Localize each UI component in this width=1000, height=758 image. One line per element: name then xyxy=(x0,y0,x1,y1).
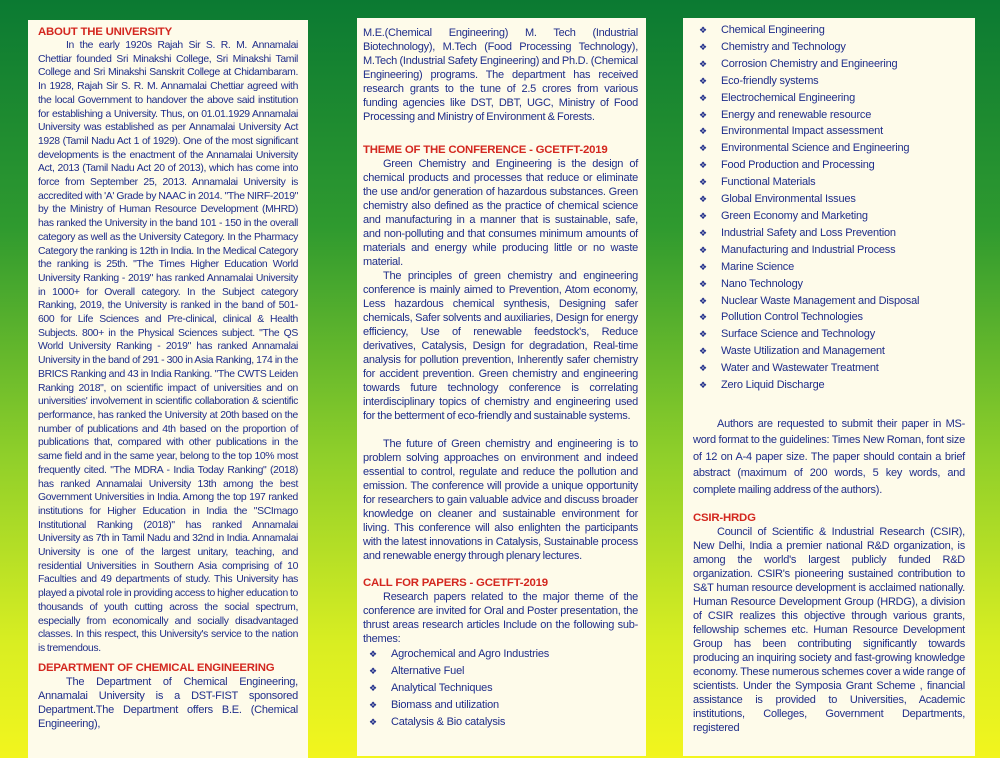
diamond-bullet-icon: ❖ xyxy=(369,716,377,727)
diamond-bullet-icon: ❖ xyxy=(369,682,377,693)
panel-right xyxy=(683,18,975,756)
list-item: ❖ Functional Materials xyxy=(699,174,965,191)
list-item: ❖ Agrochemical and Agro Industries xyxy=(369,646,638,663)
list-item: ❖ Electrochemical Engineering xyxy=(699,90,965,107)
panel-middle xyxy=(357,18,646,756)
diamond-bullet-icon: ❖ xyxy=(699,227,707,238)
list-item: ❖ Chemistry and Technology xyxy=(699,39,965,56)
dept-heading: DEPARTMENT OF CHEMICAL ENGINEERING xyxy=(38,661,275,674)
diamond-bullet-icon: ❖ xyxy=(699,278,707,289)
diamond-bullet-icon: ❖ xyxy=(699,109,707,120)
list-item: ❖ Surface Science and Technology xyxy=(699,326,965,343)
authors-text: Authors are requested to submit their paper in MS-word format to the guidelines: Times New Roman, font size of 12 on A-4 paper size. The paper should contain a brief abstract (maximum of 200 words, 5 key words, and complete mailing address of the authors). xyxy=(693,417,965,496)
diamond-bullet-icon: ❖ xyxy=(699,210,707,221)
diamond-bullet-icon: ❖ xyxy=(369,699,377,710)
list-item: ❖ Waste Utilization and Management xyxy=(699,343,965,360)
diamond-bullet-icon: ❖ xyxy=(699,143,707,154)
list-item: ❖ Environmental Science and Engineering xyxy=(699,140,965,157)
list-item: ❖ Green Economy and Marketing xyxy=(699,208,965,225)
diamond-bullet-icon: ❖ xyxy=(699,126,707,137)
list-item: ❖ Water and Wastewater Treatment xyxy=(699,360,965,377)
diamond-bullet-icon: ❖ xyxy=(699,363,707,374)
diamond-bullet-icon: ❖ xyxy=(699,346,707,357)
diamond-bullet-icon: ❖ xyxy=(369,665,377,676)
list-item: ❖ Biomass and utilization xyxy=(369,697,638,714)
diamond-bullet-icon: ❖ xyxy=(699,380,707,391)
panel-left xyxy=(28,20,308,758)
theme-paragraph-3: The future of Green chemistry and engineering is to problem solving approaches on environment and indeed essential to control, regulate and reduce the pollution and emission. The conference will provide a unique opportunity for researchers to gain valuable advice and discuss broader knowledge on cleaner and sustainable environment for living. This conference will also enlighten the participants with the latest innovations in Catalysis, Sustainable process and renewable energy through plenary lectures. xyxy=(363,438,638,562)
diamond-bullet-icon: ❖ xyxy=(699,25,707,35)
subtheme-list-part1 xyxy=(363,646,638,731)
call-text: Research papers related to the major theme of the conference are invited for Oral and Poster presentation, the thrust areas research articles Include on the following sub-themes: xyxy=(363,591,638,645)
list-item: ❖ Analytical Techniques xyxy=(369,680,638,697)
diamond-bullet-icon: ❖ xyxy=(699,312,707,323)
list-item: ❖ Energy and renewable resource xyxy=(699,107,965,124)
diamond-bullet-icon: ❖ xyxy=(699,160,707,171)
diamond-bullet-icon: ❖ xyxy=(699,75,707,86)
list-item: ❖ Alternative Fuel xyxy=(369,663,638,680)
theme-paragraph-1: Green Chemistry and Engineering is the design of chemical products and processes that reduce or eliminate the use and/or generation of hazardous substances. Green chemistry also defined as the practice of chemical science and manufacturing in a manner that is sustainable, safe, and non-polluting and that consumes minimum amounts of materials and energy while producing little or no waste material. xyxy=(363,158,638,268)
list-item: ❖ Eco-friendly systems xyxy=(699,73,965,90)
list-item: ❖ Industrial Safety and Loss Prevention xyxy=(699,225,965,242)
list-item: ❖ Global Environmental Issues xyxy=(699,191,965,208)
about-heading: ABOUT THE UNIVERSITY xyxy=(38,26,172,38)
list-item: ❖ Pollution Control Technologies xyxy=(699,309,965,326)
diamond-bullet-icon: ❖ xyxy=(699,194,707,205)
csir-text: Council of Scientific & Industrial Research (CSIR), New Delhi, India a premier national R&D organization, is among the world's largest publicly funded R&D organization. CSIR's pioneering sustained contribution to S&T human resource development is acclaimed nationally. Human Resource Development Group (HRDG), a division of CSIR realizes this objective through various grants, fellowship schemes etc. Human Resource Development Group has been contributing significantly towards producing an inquiring society and fast-growing knowledge economy. These numerous schemes cover a wide range of scientists. Under the Symposia Grant Scheme , financial assistance is provided to Universities, Academic institutions, Colleges, Government Departments, registered xyxy=(693,526,965,735)
diamond-bullet-icon: ❖ xyxy=(699,177,707,188)
dept-text: The Department of Chemical Engineering, Annamalai University is a DST-FIST sponsored Department.The Department offers B.E. (Chemical Engineering), xyxy=(38,675,298,730)
theme-paragraph-2: The principles of green chemistry and engineering conference is mainly aimed to Prevention, Atom economy, Less hazardous chemical synthesis, Designing safer chemicals, Safer solvents and auxiliaries, Design for energy efficiency, Use of renewable feedstock's, Reduce derivatives, Catalysis, Design for degradation, Real-time analysis for pollution prevention, Inherently safer chemistry for accident prevention. Green chemistry and engineering towards future technology conference is correlating interdisciplinary topics of chemistry and engineering used for the betterment of eco-friendly and sustainable systems. xyxy=(363,270,638,422)
list-item: ❖ Nuclear Waste Management and Disposal xyxy=(699,293,965,310)
diamond-bullet-icon: ❖ xyxy=(699,244,707,255)
list-item: ❖ Corrosion Chemistry and Engineering xyxy=(699,56,965,73)
list-item: ❖ Marine Science xyxy=(699,259,965,276)
diamond-bullet-icon: ❖ xyxy=(699,295,707,306)
subtheme-list-part2 xyxy=(693,22,965,394)
diamond-bullet-icon: ❖ xyxy=(699,92,707,103)
list-item: ❖ Zero Liquid Discharge xyxy=(699,377,965,394)
list-item: ❖ Manufacturing and Industrial Process xyxy=(699,242,965,259)
call-heading: CALL FOR PAPERS - GCETFT-2019 xyxy=(363,577,548,589)
diamond-bullet-icon: ❖ xyxy=(699,261,707,272)
list-item: ❖ Catalysis & Bio catalysis xyxy=(369,714,638,731)
dept-text-continued: M.E.(Chemical Engineering) M. Tech (Industrial Biotechnology), M.Tech (Food Processing Technology), M.Tech (Industrial Safety Engineering) and Ph.D. (Chemical Engineering) programs. The department has received research grants to the tune of 2.5 crores from various funding agencies like DST, DBT, UGC, Ministry of Food Processing and Ministry of Environment & Forests. xyxy=(363,27,638,123)
list-item: ❖ Environmental Impact assessment xyxy=(699,123,965,140)
theme-heading: THEME OF THE CONFERENCE - GCETFT-2019 xyxy=(363,144,608,156)
diamond-bullet-icon: ❖ xyxy=(699,329,707,340)
csir-heading: CSIR-HRDG xyxy=(693,512,756,525)
list-item: ❖ Nano Technology xyxy=(699,276,965,293)
about-text: In the early 1920s Rajah Sir S. R. M. Annamalai Chettiar founded Sri Minakshi College, Sri Minakshi Tamil College and Sri Minakshi Sanskrit College at Chidambaram. In 1928, Rajah Sir S. R. M. Annamalai Chettiar agreed with the local Government to handover the above said institution for establishing a University. Thus, on 01.01.1929 Annamalai University was established as per Annamalai University Act 1928 (Tamil Nadu Act 1 of 1929). One of the most significant developments is the enactment of the Annamalai University Act, 2013 (Tamil Nadu Act 20 of 2013), which has come into force from September 25, 2013. Annamalai University is accredited with 'A' Grade by NAAC in 2014. "The NIRF-2019" by the Ministry of Human Resource Development (MHRD) has ranked the University in the band 101 - 150 in the overall category as well as the University Category. In the Pharmacy Category the ranking is 12th in India. In the Medical Category the ranking is 25th. "The Times Higher Education World University Ranking - 2019" has ranked Annamalai University in 1000+ for Overall category. In the Subject category Ranking, 2019, the University is ranked in the band of 501-600 for Life Sciences and Pre-clinical, clinical & Health Subjects. 800+ in the Physical Sciences subject. "The QS World University Ranking - 2019" has ranked Annamalai University in the band of 291 - 300 in Asia Ranking, 174 in the BRICS Ranking and 43 in India Ranking. "The CWTS Leiden Ranking 2018", on scientific impact of universities and on universities' involvement in scientific collaboration & scientific performance, has ranked the University at 20th based on the number of publications and 4th based on the proportion of publications that, compared with other publications in the same field and in the same year, belong to the top 10% most frequently cited. "The MDRA - India Today Ranking" (2018) has ranked Annamalai University 13th among the best Government Universities in India. Among the top 197 ranked institutions for Higher Education in India the "SCImago Institutional Ranking (2018)" has ranked Annamalai University as 7th in Tamil Nadu and 32nd in India. Annamalai University is one of the largest unitary, teaching, and residential Universities in Southern Asia comprising of 10 Faculties and 49 departments of study. This University has played a pivotal role in providing access to higher education to thousands of youth cutting across the social spectrum, especially from economically and socially disadvantaged classes. In this respect, this University's service to the nation is tremendous. xyxy=(38,40,298,654)
diamond-bullet-icon: ❖ xyxy=(699,41,707,52)
list-item: ❖ Chemical Engineering xyxy=(699,22,965,39)
diamond-bullet-icon: ❖ xyxy=(699,58,707,69)
diamond-bullet-icon: ❖ xyxy=(369,649,377,659)
list-item: ❖ Food Production and Processing xyxy=(699,157,965,174)
